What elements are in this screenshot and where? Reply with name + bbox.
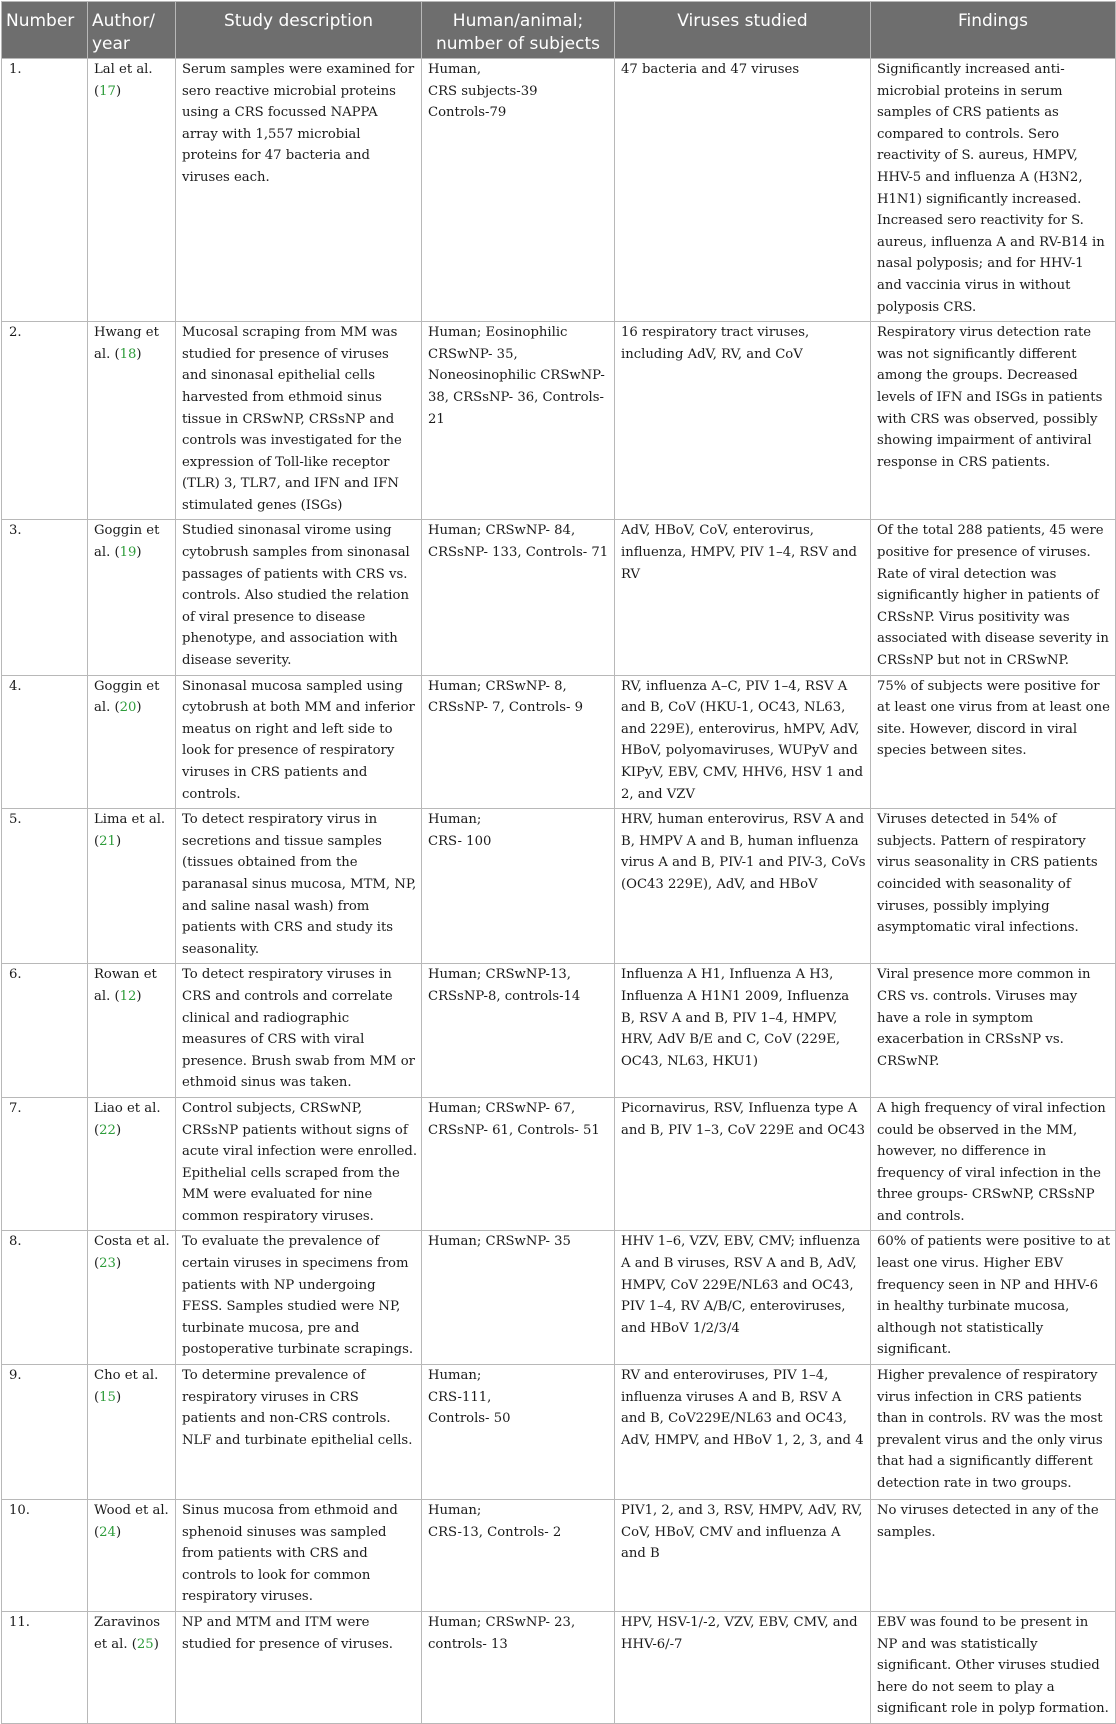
table-row [2,59,1116,322]
table-header-row [2,2,1116,59]
row-number: 1. [2,59,88,322]
author-name: Goggin et al. ( [94,523,160,561]
author-name: Goggin et al. ( [94,678,160,716]
subjects-line: Human; CRSwNP-13, CRSsNP-8, controls-14 [428,967,581,1004]
reference-link[interactable]: 18 [119,346,137,362]
author-paren: ) [115,1122,122,1138]
viruses-studied: HHV 1–6, VZV, EBV, CMV; influenza A and B viruses, RSV A and B, AdV, HMPV, CoV 229E/NL63 and OC43, PIV 1–4, RV A/B/C, enteroviruses, and HBoV 1/2/3/4 [615,1231,871,1365]
author-year [88,964,176,1098]
study-description: To determine prevalence of respiratory viruses in CRS patients and non-CRS controls. NLF and turbinate epithelial cells. [176,1365,422,1500]
subjects-line: Human; [428,1503,482,1519]
study-description: Serum samples were examined for sero reactive microbial proteins using a CRS focussed NAPPA array with 1,557 microbial proteins for 47 bacteria and viruses each. [176,59,422,322]
study-description: Sinus mucosa from ethmoid and sphenoid sinuses was sampled from patients with CRS and controls to look for common respiratory viruses. [176,1500,422,1612]
row-number: 6. [2,964,88,1098]
row-number: 8. [2,1231,88,1365]
viruses-studied: HPV, HSV-1/-2, VZV, EBV, CMV, and HHV-6/-7 [615,1612,871,1724]
reference-link[interactable]: 15 [99,1389,116,1405]
viruses-studied: HRV, human enterovirus, RSV A and B, HMPV A and B, human influenza virus A and B, PIV-1 and PIV-3, CoVs (OC43 229E), AdV, and HBoV [615,809,871,964]
table-row [2,1500,1116,1612]
subjects-line: CRS-13, Controls- 2 [428,1524,562,1540]
subjects-line: CRS subjects-39 [428,83,538,99]
author-name: Rowan et al. ( [94,967,157,1004]
author-year [88,1231,176,1365]
findings: Significantly increased anti-microbial proteins in serum samples of CRS patients as compared to controls. Sero reactivity of S. aureus, HMPV, HHV-5 and influenza A (H3N2, H1N1) significantly increased. Increased sero reactivity for S. aureus, influenza A and RV-B14 in nasal polyposis; and for HHV-1 and vaccinia virus in without polyposis CRS. [871,59,1116,322]
subjects-line: Controls- 50 [428,1411,511,1427]
header-findings: Findings [871,2,1116,59]
author-paren: ) [153,1636,159,1652]
subjects-line: Human; CRSwNP- 84, CRSsNP- 133, Controls- 71 [428,523,609,561]
header-human-animal: Human/animal; number of subjects [422,2,615,59]
author-year [88,1365,176,1500]
findings: Viruses detected in 54% of subjects. Pattern of respiratory virus seasonality in CRS patients coincided with seasonality of viruses, possibly implying asymptomatic viral infections. [871,809,1116,964]
subjects [422,1231,615,1365]
author-name: Lima et al. ( [94,812,166,849]
study-description: To detect respiratory virus in secretions and tissue samples (tissues obtained from the paranasal sinus mucosa, MTM, NP, and saline nasal wash) from patients with CRS and study its seasonality. [176,809,422,964]
findings: Higher prevalence of respiratory virus infection in CRS patients than in controls. RV was the most prevalent virus and the only virus that had a significantly different detection rate in two groups. [871,1365,1116,1500]
author-name: Wood et al. ( [94,1503,169,1540]
author-year [88,809,176,964]
author-year [88,59,176,322]
author-paren: ) [115,1389,122,1405]
subjects [422,1097,615,1231]
table-row [2,520,1116,675]
study-description: Control subjects, CRSwNP, CRSsNP patients without signs of acute viral infection were enrolled. Epithelial cells scraped from the MM were evaluated for nine common respiratory viruses. [176,1097,422,1231]
header-viruses-studied: Viruses studied [615,2,871,59]
author-paren: ) [136,700,142,716]
subjects [422,322,615,520]
subjects-line: Human; CRSwNP- 8, CRSsNP- 7, Controls- 9 [428,678,584,716]
table-row [2,1097,1116,1231]
table-row [2,1231,1116,1365]
author-paren: ) [115,83,122,99]
viruses-studied: 47 bacteria and 47 viruses [615,59,871,322]
study-description: NP and MTM and ITM were studied for presence of viruses. [176,1612,422,1724]
viruses-studied: 16 respiratory tract viruses, including AdV, RV, and CoV [615,322,871,520]
reference-link[interactable]: 24 [99,1524,116,1540]
subjects-line: CRS-111, [428,1389,492,1405]
findings: A high frequency of viral infection could be observed in the MM, however, no difference in frequency of viral infection in the three groups- CRSwNP, CRSsNP and controls. [871,1097,1116,1231]
subjects [422,1365,615,1500]
subjects [422,964,615,1098]
subjects [422,520,615,675]
study-description: Studied sinonasal virome using cytobrush samples from sinonasal passages of patients with CRS vs. controls. Also studied the relation of viral presence to disease phenotype, and association with disease severity. [176,520,422,675]
study-description: Sinonasal mucosa sampled using cytobrush at both MM and inferior meatus on right and left side to look for presence of respiratory viruses in CRS patients and controls. [176,675,422,809]
viral-studies-table [1,1,1116,1724]
author-paren: ) [136,346,142,362]
study-description: Mucosal scraping from MM was studied for presence of viruses and sinonasal epithelial cells harvested from ethmoid sinus tissue in CRSwNP, CRSsNP and controls was investigated for the expression of Toll-like receptor (TLR) 3, TLR7, and IFN and IFN stimulated genes (ISGs) [176,322,422,520]
findings: Viral presence more common in CRS vs. controls. Viruses may have a role in symptom exacerbation in CRSsNP vs. CRSwNP. [871,964,1116,1098]
subjects-line: Human; CRSwNP- 67, CRSsNP- 61, Controls- 51 [428,1100,600,1138]
header-study-description: Study description [176,2,422,59]
reference-link[interactable]: 23 [99,1256,116,1272]
author-paren: ) [115,1256,122,1272]
table-row [2,1612,1116,1724]
row-number: 7. [2,1097,88,1231]
header-number: Number [2,2,88,59]
findings: Respiratory virus detection rate was not significantly different among the groups. Decreased levels of IFN and ISGs in patients with CRS was observed, possibly showing impairment of antiviral response in CRS patients. [871,322,1116,520]
viruses-studied: Influenza A H1, Influenza A H3, Influenza A H1N1 2009, Influenza B, RSV A and B, PIV 1–4, HMPV, HRV, AdV B/E and C, CoV (229E, OC43, NL63, HKU1) [615,964,871,1098]
subjects [422,59,615,322]
subjects [422,1612,615,1724]
row-number: 3. [2,520,88,675]
author-year [88,1612,176,1724]
findings: EBV was found to be present in NP and was statistically significant. Other viruses studied here do not seem to play a significant role in polyp formation. [871,1612,1116,1724]
author-name: Hwang et al. ( [94,325,159,362]
viruses-studied: PIV1, 2, and 3, RSV, HMPV, AdV, RV, CoV, HBoV, CMV and influenza A and B [615,1500,871,1612]
table-row [2,964,1116,1098]
author-name: Lal et al. ( [94,62,153,99]
findings: Of the total 288 patients, 45 were positive for presence of viruses. Rate of viral detection was significantly higher in patients of CRSsNP. Virus positivity was associated with disease severity in CRSsNP but not in CRSwNP. [871,520,1116,675]
reference-link[interactable]: 12 [119,988,137,1004]
table-row [2,1365,1116,1500]
author-year [88,322,176,520]
viruses-studied: RV and enteroviruses, PIV 1–4, influenza viruses A and B, RSV A and B, CoV229E/NL63 and OC43, AdV, HMPV, and HBoV 1, 2, 3, and 4 [615,1365,871,1500]
table-row [2,675,1116,809]
author-paren: ) [115,833,122,849]
reference-link[interactable]: 25 [136,1636,154,1652]
author-year [88,675,176,809]
row-number: 2. [2,322,88,520]
row-number: 5. [2,809,88,964]
author-year [88,1097,176,1231]
study-description: To evaluate the prevalence of certain viruses in specimens from patients with NP undergoing FESS. Samples studied were NP, turbinate mucosa, pre and postoperative turbinate scrapings. [176,1231,422,1365]
author-name: Costa et al. ( [94,1234,170,1272]
author-paren: ) [115,1524,122,1540]
subjects-line: Human; [428,812,482,828]
reference-link[interactable]: 17 [99,83,116,99]
reference-link[interactable]: 20 [119,700,137,716]
row-number: 11. [2,1612,88,1724]
subjects-line: Human; [428,1368,482,1384]
author-name: Liao et al. ( [94,1100,161,1138]
header-author-year: Author/ year [88,2,176,59]
findings: 75% of subjects were positive for at least one virus from at least one site. However, discord in viral species between sites. [871,675,1116,809]
subjects [422,1500,615,1612]
author-paren: ) [136,988,142,1004]
study-description: To detect respiratory viruses in CRS and controls and correlate clinical and radiographic measures of CRS with viral presence. Brush swab from MM or ethmoid sinus was taken. [176,964,422,1098]
author-paren: ) [136,545,142,561]
row-number: 9. [2,1365,88,1500]
author-name: Cho et al. ( [94,1368,159,1405]
viruses-studied: AdV, HBoV, CoV, enterovirus, influenza, HMPV, PIV 1–4, RSV and RV [615,520,871,675]
reference-link[interactable]: 21 [99,833,116,849]
table-row [2,809,1116,964]
row-number: 4. [2,675,88,809]
studies-table-container [1,1,1115,1724]
reference-link[interactable]: 22 [99,1122,116,1138]
subjects-line: Human; Eosinophilic CRSwNP- 35, Noneosinophilic CRSwNP- 38, CRSsNP- 36, Controls- 21 [428,325,605,427]
subjects-line: CRS- 100 [428,833,492,849]
subjects-line: Human, [428,62,482,77]
row-number: 10. [2,1500,88,1612]
subjects [422,675,615,809]
author-name: Zaravinos et al. ( [94,1615,161,1652]
viruses-studied: Picornavirus, RSV, Influenza type A and B, PIV 1–3, CoV 229E and OC43 [615,1097,871,1231]
subjects-line: Human; CRSwNP- 23, controls- 13 [428,1615,576,1652]
author-year [88,1500,176,1612]
table-row [2,322,1116,520]
subjects-line: Controls-79 [428,105,507,121]
subjects [422,809,615,964]
findings: 60% of patients were positive to at least one virus. Higher EBV frequency seen in NP and HHV-6 in healthy turbinate mucosa, although not statistically significant. [871,1231,1116,1365]
subjects-line: Human; CRSwNP- 35 [428,1234,571,1250]
findings: No viruses detected in any of the samples. [871,1500,1116,1612]
viruses-studied: RV, influenza A–C, PIV 1–4, RSV A and B, CoV (HKU-1, OC43, NL63, and 229E), enterovirus, hMPV, AdV, HBoV, polyomaviruses, WUPyV and KIPyV, EBV, CMV, HHV6, HSV 1 and 2, and VZV [615,675,871,809]
author-year [88,520,176,675]
reference-link[interactable]: 19 [119,545,137,561]
